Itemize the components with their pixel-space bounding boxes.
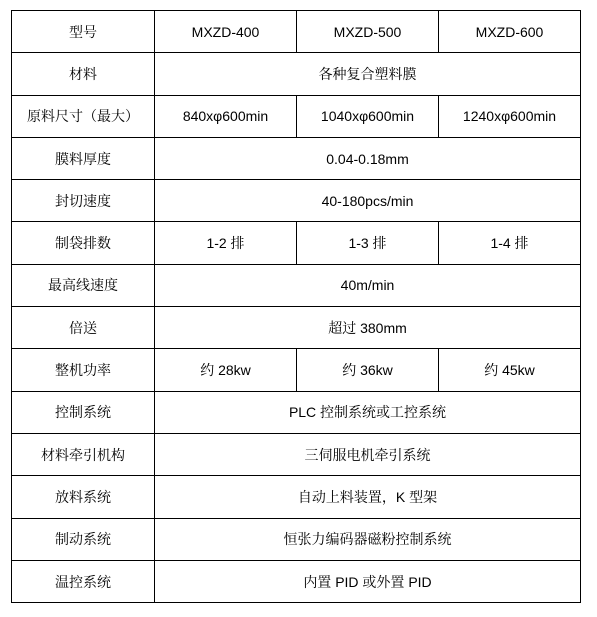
row-label: 倍送 — [12, 307, 155, 349]
row-value: 1-2 排 — [155, 222, 297, 264]
model-header: MXZD-500 — [297, 11, 439, 53]
table-row — [12, 95, 581, 137]
table-row — [12, 53, 581, 95]
table-row — [12, 307, 581, 349]
spec-table — [11, 10, 581, 603]
row-value: 三伺服电机牵引系统 — [155, 433, 581, 475]
table-row — [12, 476, 581, 518]
table-row — [12, 433, 581, 475]
row-label: 制袋排数 — [12, 222, 155, 264]
table-row — [12, 264, 581, 306]
row-label: 封切速度 — [12, 180, 155, 222]
table-row — [12, 222, 581, 264]
row-value: 840xφ600min — [155, 95, 297, 137]
row-value: 约 36kw — [297, 349, 439, 391]
row-value: 40m/min — [155, 264, 581, 306]
row-value: 0.04-0.18mm — [155, 137, 581, 179]
row-label: 最高线速度 — [12, 264, 155, 306]
table-row — [12, 137, 581, 179]
row-value: 40-180pcs/min — [155, 180, 581, 222]
row-label: 温控系统 — [12, 560, 155, 602]
table-header-row — [12, 11, 581, 53]
table-row — [12, 180, 581, 222]
row-value: 1240xφ600min — [439, 95, 581, 137]
row-value: PLC 控制系统或工控系统 — [155, 391, 581, 433]
row-label: 型号 — [12, 11, 155, 53]
model-header: MXZD-400 — [155, 11, 297, 53]
row-label: 整机功率 — [12, 349, 155, 391]
row-value: 1040xφ600min — [297, 95, 439, 137]
model-header: MXZD-600 — [439, 11, 581, 53]
row-value: 各种复合塑料膜 — [155, 53, 581, 95]
row-label: 放料系统 — [12, 476, 155, 518]
row-label: 材料 — [12, 53, 155, 95]
row-value: 约 45kw — [439, 349, 581, 391]
table-row — [12, 518, 581, 560]
row-value: 约 28kw — [155, 349, 297, 391]
table-row — [12, 349, 581, 391]
row-label: 材料牵引机构 — [12, 433, 155, 475]
row-value: 1-3 排 — [297, 222, 439, 264]
row-value: 1-4 排 — [439, 222, 581, 264]
row-label: 制动系统 — [12, 518, 155, 560]
row-label: 控制系统 — [12, 391, 155, 433]
row-value: 内置 PID 或外置 PID — [155, 560, 581, 602]
table-row — [12, 391, 581, 433]
table-row — [12, 560, 581, 602]
row-value: 超过 380mm — [155, 307, 581, 349]
row-value: 自动上料装置，K 型架 — [155, 476, 581, 518]
row-value: 恒张力编码器磁粉控制系统 — [155, 518, 581, 560]
row-label: 膜料厚度 — [12, 137, 155, 179]
row-label: 原料尺寸（最大） — [12, 95, 155, 137]
